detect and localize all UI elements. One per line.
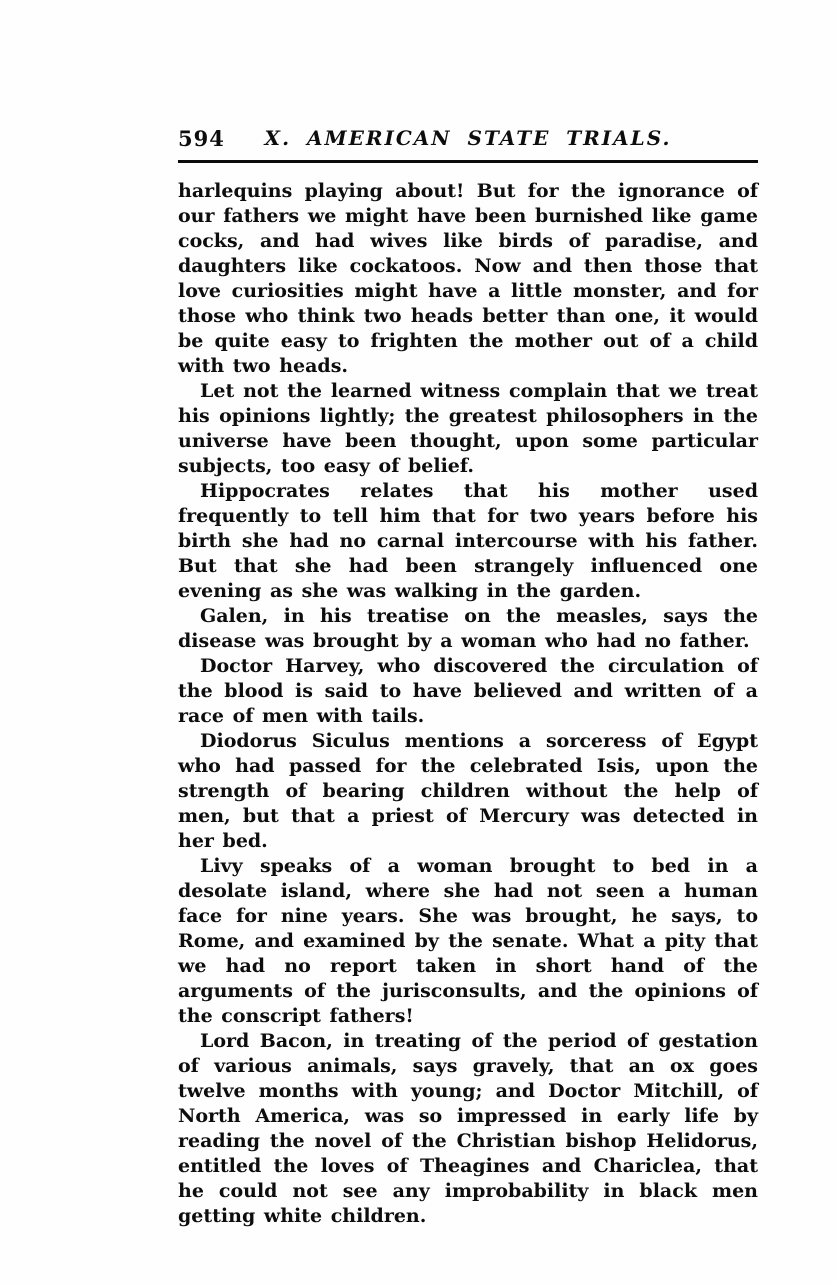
header-rule — [178, 160, 758, 163]
running-header — [178, 126, 758, 156]
text-column — [178, 126, 758, 1229]
paragraph-5: Doctor Harvey, who discovered the circulation of the blood is said to have believed and written of a race of men with tails. — [178, 655, 758, 727]
paragraph-7: Livy speaks of a woman brought to bed in a desolate island, where she had not seen a human face for nine years. She was brought, he says, to Rome, and examined by the senate. What a pity that we had no report taken in short hand of the arguments of the jurisconsults, and the opinions of the conscript fathers! — [178, 855, 758, 1027]
paragraph-3: Hippocrates relates that his mother used frequently to tell him that for two years before his birth she had no carnal intercourse with his father. But that she had been strangely influenced one evening as she was walking in the garden. — [178, 480, 758, 602]
paragraph-2: Let not the learned witness complain that we treat his opinions lightly; the greatest philosophers in the universe have been thought, upon some particular subjects, too easy of belief. — [178, 380, 758, 477]
page-body — [178, 179, 758, 1229]
paragraph-8: Lord Bacon, in treating of the period of gestation of various animals, says gravely, that an ox goes twelve months with young; and Doctor Mitchill, of North America, was so impressed in early life by reading the novel of the Christian bishop Helidorus, entitled the loves of Theagines and Chariclea, that he could not see any improbability in black men getting white children. — [178, 1030, 758, 1227]
chapter-title: X. AMERICAN STATE TRIALS. — [264, 126, 672, 150]
paragraph-1: harlequins playing about! But for the ignorance of our fathers we might have been burnished like game cocks, and had wives like birds of paradise, and daughters like cockatoos. Now and then those that love curiosities might have a little monster, and for those who think two heads better than one, it would be quite easy to frighten the mother out of a child with two heads. — [178, 180, 758, 377]
paragraph-6: Diodorus Siculus mentions a sorceress of Egypt who had passed for the celebrated Isis, upon the strength of bearing children without the help of men, but that a priest of Mercury was detected in her bed. — [178, 730, 758, 852]
paragraph-4: Galen, in his treatise on the measles, says the disease was brought by a woman who had no father. — [178, 605, 758, 652]
page-number: 594 — [178, 126, 225, 151]
